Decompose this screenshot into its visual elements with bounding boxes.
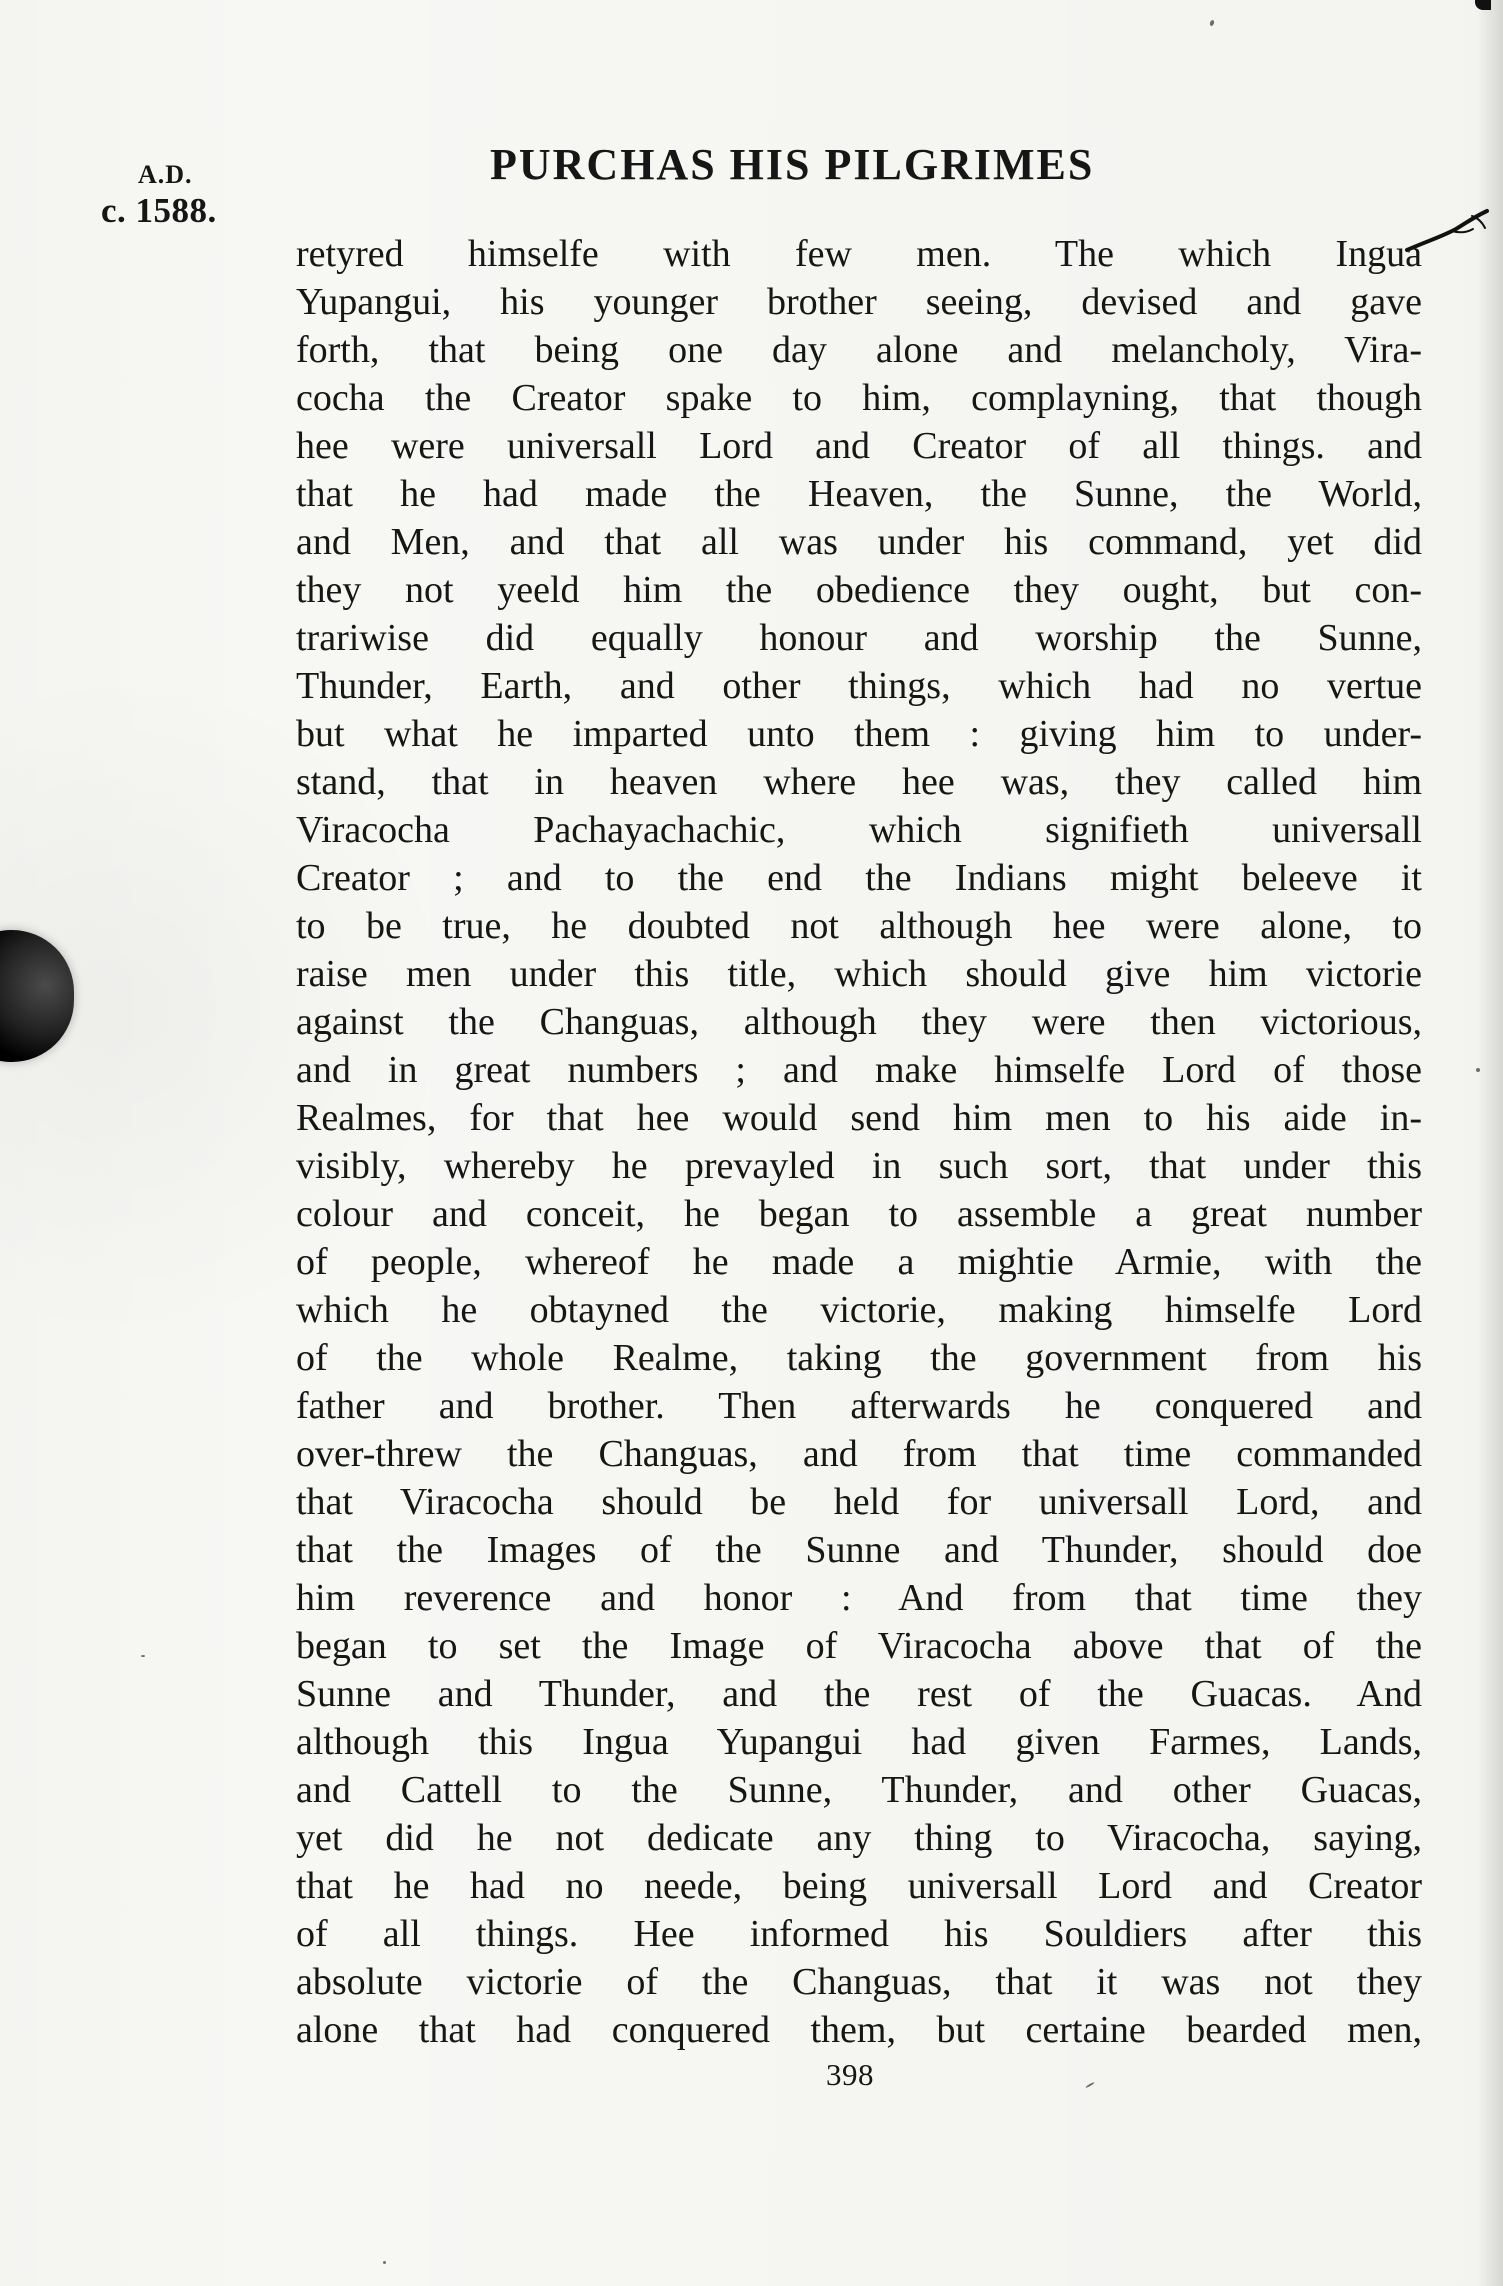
text-line-14: Creator ; and to the end the Indians might beleeve it xyxy=(296,857,1422,899)
text-line-15: to be true, he doubted not although hee were alone, to xyxy=(296,905,1422,947)
text-line-5: hee were universall Lord and Creator of all things. and xyxy=(296,425,1422,467)
text-line-4: cocha the Creator spake to him, complayning, that though xyxy=(296,377,1422,419)
ink-speck xyxy=(383,2261,386,2264)
text-line-33: and Cattell to the Sunne, Thunder, and other Guacas, xyxy=(296,1769,1422,1811)
text-line-22: of people, whereof he made a mightie Armie, with the xyxy=(296,1241,1422,1283)
text-line-29: him reverence and honor : And from that time they xyxy=(296,1577,1422,1619)
page-edge-shadow xyxy=(1477,0,1503,2286)
text-line-38: alone that had conquered them, but certaine bearded men, xyxy=(296,2009,1422,2051)
text-line-28: that the Images of the Sunne and Thunder, should doe xyxy=(296,1529,1422,1571)
text-line-12: stand, that in heaven where hee was, they called him xyxy=(296,761,1422,803)
text-line-24: of the whole Realme, taking the government from his xyxy=(296,1337,1422,1379)
text-line-34: yet did he not dedicate any thing to Viracocha, saying, xyxy=(296,1817,1422,1859)
text-line-6: that he had made the Heaven, the Sunne, the World, xyxy=(296,473,1422,515)
text-line-2: Yupangui, his younger brother seeing, devised and gave xyxy=(296,281,1422,323)
text-line-17: against the Changuas, although they were then victorious, xyxy=(296,1001,1422,1043)
text-line-16: raise men under this title, which should give him victorie xyxy=(296,953,1422,995)
text-line-18: and in great numbers ; and make himselfe Lord of those xyxy=(296,1049,1422,1091)
text-line-23: which he obtayned the victorie, making himselfe Lord xyxy=(296,1289,1422,1331)
text-line-37: absolute victorie of the Changuas, that it was not they xyxy=(296,1961,1422,2003)
text-line-10: Thunder, Earth, and other things, which had no vertue xyxy=(296,665,1422,707)
corner-shadow-mark xyxy=(1475,0,1491,10)
margin-era-label: A.D. xyxy=(138,160,193,189)
page-body-text xyxy=(296,230,1422,2054)
ink-speck xyxy=(1209,19,1215,26)
text-line-3: forth, that being one day alone and melancholy, Vira- xyxy=(296,329,1422,371)
text-line-1: retyred himselfe with few men. The which Ingua xyxy=(296,233,1422,275)
text-line-32: although this Ingua Yupangui had given Farmes, Lands, xyxy=(296,1721,1422,1763)
text-line-26: over-threw the Changuas, and from that time commanded xyxy=(296,1433,1422,1475)
ink-speck xyxy=(1476,1068,1480,1072)
text-line-13: Viracocha Pachayachachic, which signifieth universall xyxy=(296,809,1422,851)
margin-date: c. 1588. xyxy=(101,191,217,230)
text-line-27: that Viracocha should be held for universall Lord, and xyxy=(296,1481,1422,1523)
text-line-36: of all things. Hee informed his Souldiers after this xyxy=(296,1913,1422,1955)
text-line-30: began to set the Image of Viracocha above that of the xyxy=(296,1625,1422,1667)
text-line-31: Sunne and Thunder, and the rest of the Guacas. And xyxy=(296,1673,1422,1715)
ink-speck xyxy=(1085,2082,1095,2089)
thumb-shadow-icon xyxy=(0,930,74,1062)
text-line-25: father and brother. Then afterwards he conquered and xyxy=(296,1385,1422,1427)
text-line-20: visibly, whereby he prevayled in such sort, that under this xyxy=(296,1145,1422,1187)
text-line-19: Realmes, for that hee would send him men to his aide in- xyxy=(296,1097,1422,1139)
text-line-21: colour and conceit, he began to assemble a great number xyxy=(296,1193,1422,1235)
text-line-11: but what he imparted unto them : giving him to under- xyxy=(296,713,1422,755)
ink-speck xyxy=(141,1655,145,1657)
page-number: 398 xyxy=(826,2057,874,2092)
running-header-title: PURCHAS HIS PILGRIMES xyxy=(490,140,1095,189)
text-line-8: they not yeeld him the obedience they ought, but con- xyxy=(296,569,1422,611)
text-line-9: trariwise did equally honour and worship the Sunne, xyxy=(296,617,1422,659)
text-line-7: and Men, and that all was under his command, yet did xyxy=(296,521,1422,563)
text-line-35: that he had no neede, being universall Lord and Creator xyxy=(296,1865,1422,1907)
